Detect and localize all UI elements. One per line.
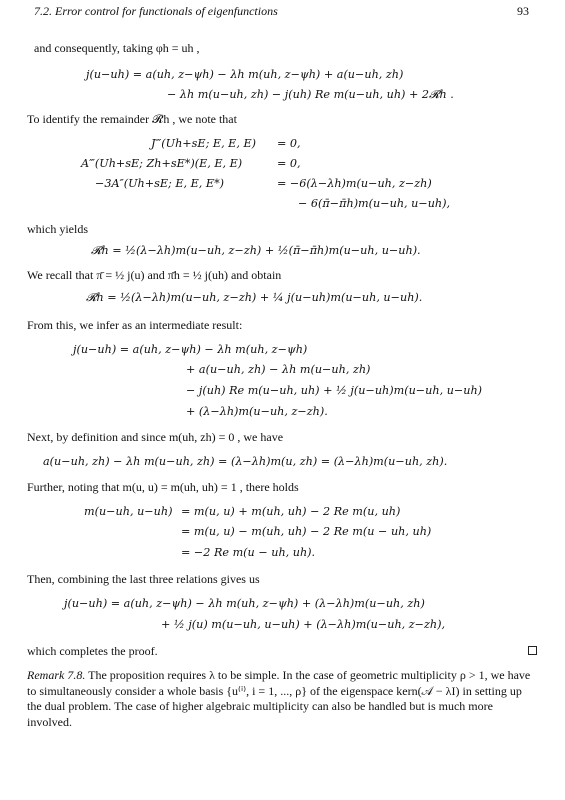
para-completes: which completes the proof. xyxy=(27,644,158,658)
para-noting: Further, noting that m(u, u) = m(uh, uh) = 1 , there holds xyxy=(27,480,299,494)
eq2-cont: − 6(π̄−π̄h)m(u−uh, u−uh), xyxy=(298,197,451,210)
eq2-lhs1: J‴(Uh+sE; E, E, E) xyxy=(151,137,256,150)
para-recall: We recall that π̄ = ½ j(u) and π̄h = ½ j(uh) and obtain xyxy=(27,268,282,282)
eq2-lhs2: A‴(Uh+sE; Zh+sE*)(E, E, E) xyxy=(81,157,243,170)
remark-text: The proposition requires λ to be simple. In the case of geometric multiplicity ρ > 1, we have to simultaneously consider a whole basis {u⁽ⁱ⁾, i = 1, ..., ρ} of the eigenspace kern(𝒜 − λI) in setting up the dual problem. The case of higher algebraic multiplicity can also be handled but is much more involved. xyxy=(27,668,531,729)
eq5-line3: − j(uh) Re m(u−uh, uh) + ½ j(u−uh)m(u−uh, u−uh) xyxy=(186,384,483,397)
eq5-line1: j(u−uh) = a(uh, z−ψh) − λh m(uh, z−ψh) xyxy=(73,343,308,356)
eq7-rhs3: = −2 Re m(u − uh, uh). xyxy=(181,546,316,559)
intro-line: and consequently, taking φh = uh , xyxy=(34,41,200,55)
eq1-line1: j(u−uh) = a(uh, z−ψh) − λh m(uh, z−ψh) + a(u−uh, zh) xyxy=(86,68,404,81)
remark-label: Remark 7.8. xyxy=(27,668,86,682)
para-which-yields: which yields xyxy=(27,222,88,236)
eq3: 𝓡h = ½(λ−λh)m(u−uh, z−zh) + ½(π̄−π̄h)m(u−uh, u−uh). xyxy=(91,244,421,257)
para-infer: From this, we infer as an intermediate result: xyxy=(27,318,243,332)
eq6: a(u−uh, zh) − λh m(u−uh, zh) = (λ−λh)m(u, zh) = (λ−λh)m(u−uh, zh). xyxy=(43,455,448,468)
qed-box xyxy=(528,646,537,655)
page-number: 93 xyxy=(517,4,529,18)
eq2-rhs2: = 0, xyxy=(277,157,301,170)
eq7-rhs2: = m(u, u) − m(uh, uh) − 2 Re m(u − uh, uh) xyxy=(181,525,432,538)
running-title: 7.2. Error control for functionals of eigenfunctions xyxy=(34,4,278,18)
eq8-line1: j(u−uh) = a(uh, z−ψh) − λh m(uh, z−ψh) + (λ−λh)m(u−uh, zh) xyxy=(64,597,425,610)
eq5-line2: + a(u−uh, zh) − λh m(u−uh, zh) xyxy=(186,363,371,376)
eq2-lhs3: −3A″(Uh+sE; E, E, E*) xyxy=(95,177,225,190)
eq4: 𝓡h = ½(λ−λh)m(u−uh, z−zh) + ¼ j(u−uh)m(u−uh, u−uh). xyxy=(86,291,423,304)
para-remainder: To identify the remainder 𝓡h , we note that xyxy=(27,112,237,126)
eq7-lhs: m(u−uh, u−uh) xyxy=(84,505,173,518)
eq5-line4: + (λ−λh)m(u−uh, z−zh). xyxy=(186,405,328,418)
para-combining: Then, combining the last three relations gives us xyxy=(27,572,260,586)
para-definition: Next, by definition and since m(uh, zh) = 0 , we have xyxy=(27,430,284,444)
remark-paragraph xyxy=(27,668,539,730)
eq2-rhs1: = 0, xyxy=(277,137,301,150)
eq8-line2: + ½ j(u) m(u−uh, u−uh) + (λ−λh)m(u−uh, z−zh), xyxy=(161,618,446,631)
eq2-rhs3: = −6(λ−λh)m(u−uh, z−zh) xyxy=(277,177,432,190)
eq1-line2: − λh m(u−uh, zh) − j(uh) Re m(u−uh, uh) + 2𝓡h . xyxy=(167,88,454,101)
eq7-rhs1: = m(u, u) + m(uh, uh) − 2 Re m(u, uh) xyxy=(181,505,401,518)
